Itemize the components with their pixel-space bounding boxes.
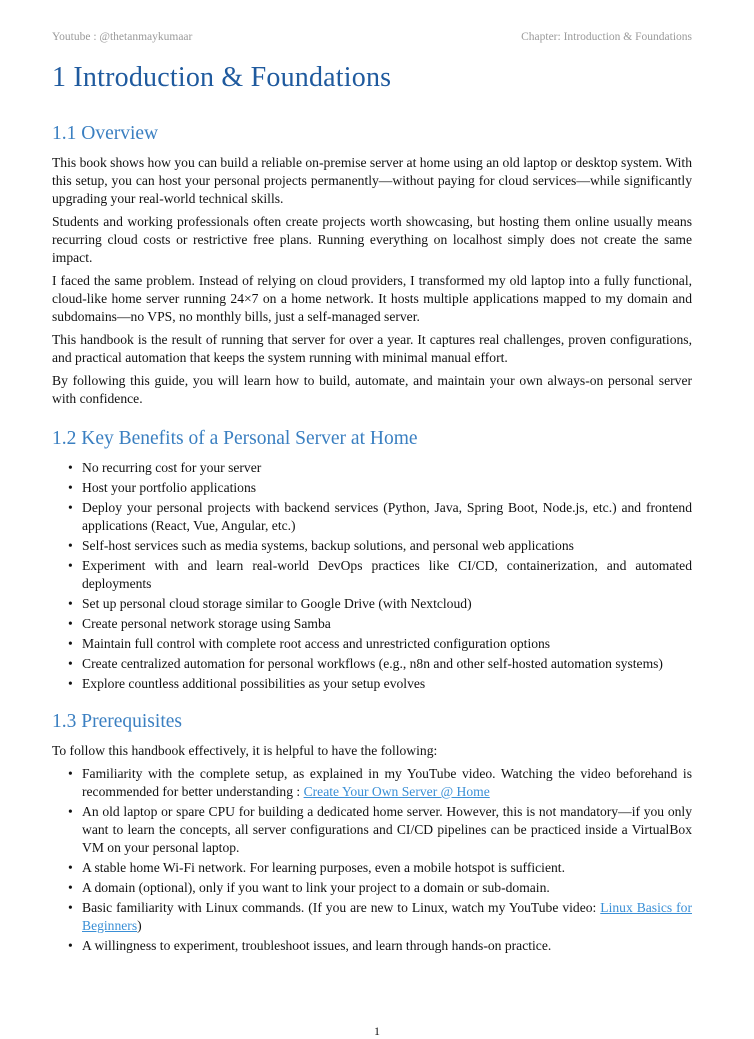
section-heading: 1.3 Prerequisites xyxy=(52,711,182,732)
item-text: Basic familiarity with Linux commands. (If you are new to Linux, watch my YouTube video: xyxy=(82,900,601,915)
list-item: • Explore countless additional possibilities as your setup evolves xyxy=(82,675,692,693)
video-link-create-server[interactable]: Create Your Own Server @ Home xyxy=(303,784,490,799)
item-text: Familiarity with the complete setup, as explained in my YouTube video. Watching the video beforehand is recommended for better understanding : xyxy=(82,766,692,799)
list-item: • A willingness to experiment, troubleshoot issues, and learn through hands-on practice. xyxy=(82,937,692,955)
section-heading: 1.2 Key Benefits of a Personal Server at Home xyxy=(52,428,418,449)
list-item xyxy=(82,899,692,935)
paragraph: By following this guide, you will learn how to build, automate, and maintain your own always-on personal server with confidence. xyxy=(52,373,692,406)
section-prerequisites xyxy=(52,710,692,955)
paragraph: This handbook is the result of running that server for over a year. It captures real challenges, proven configurations, and practical automation that keeps the system running with minimal manual effort. xyxy=(52,332,692,365)
list-item: • Create centralized automation for personal workflows (e.g., n8n and other self-hosted automation systems) xyxy=(82,655,692,673)
prerequisites-list xyxy=(52,765,692,955)
chapter-title: 1 Introduction & Foundations xyxy=(52,62,392,93)
running-header xyxy=(52,31,692,43)
list-item: • Create personal network storage using Samba xyxy=(82,615,692,633)
paragraph: I faced the same problem. Instead of relying on cloud providers, I transformed my old laptop into a fully functional, cloud-like home server running 24×7 on a home network. It hosts multiple applications mapped to my domain and subdomains—no VPS, no monthly bills, just a self-managed server. xyxy=(52,273,692,324)
section-benefits xyxy=(52,427,692,693)
paragraph: To follow this handbook effectively, it is helpful to have the following: xyxy=(52,743,438,758)
video-link-linux-basics[interactable]: Linux Basics for Beginners xyxy=(82,900,692,933)
list-item xyxy=(82,765,692,801)
list-item: • Host your portfolio applications xyxy=(82,479,692,497)
list-item: • Self-host services such as media systems, backup solutions, and personal web applications xyxy=(82,537,692,555)
page-number: 1 xyxy=(374,1024,380,1038)
paragraph: This book shows how you can build a reliable on-premise server at home using an old laptop or desktop system. With this setup, you can host your personal projects permanently—without paying for cloud services—while significantly upgrading your real-world technical skills. xyxy=(52,155,692,206)
section-overview xyxy=(52,122,692,408)
list-item: • No recurring cost for your server xyxy=(82,459,692,477)
list-item: • A stable home Wi-Fi network. For learning purposes, even a mobile hotspot is sufficient. xyxy=(82,859,692,877)
list-item: • Set up personal cloud storage similar to Google Drive (with Nextcloud) xyxy=(82,595,692,613)
paragraph: Students and working professionals often create projects worth showcasing, but hosting them online usually means recurring cloud costs or restrictive free plans. Running everything on localhost simply does not create the same impact. xyxy=(52,214,692,265)
header-left: Youtube : @thetanmaykumaar xyxy=(52,31,193,43)
list-item: • An old laptop or spare CPU for building a dedicated home server. However, this is not mandatory—if you only want to learn the concepts, all server configurations and CI/CD pipelines can be practiced inside a VirtualBox VM on your personal laptop. xyxy=(82,803,692,857)
benefits-list xyxy=(52,459,692,693)
list-item: • Maintain full control with complete root access and unrestricted configuration options xyxy=(82,635,692,653)
list-item: • Deploy your personal projects with backend services (Python, Java, Spring Boot, Node.js, etc.) and frontend applications (React, Vue, Angular, etc.) xyxy=(82,499,692,535)
header-right: Chapter: Introduction & Foundations xyxy=(521,31,692,43)
item-text-end: ) xyxy=(137,918,142,933)
list-item: • Experiment with and learn real-world DevOps practices like CI/CD, containerization, and automated deployments xyxy=(82,557,692,593)
document-body xyxy=(52,122,692,957)
list-item: • A domain (optional), only if you want to link your project to a domain or sub-domain. xyxy=(82,879,692,897)
section-heading: 1.1 Overview xyxy=(52,123,159,144)
